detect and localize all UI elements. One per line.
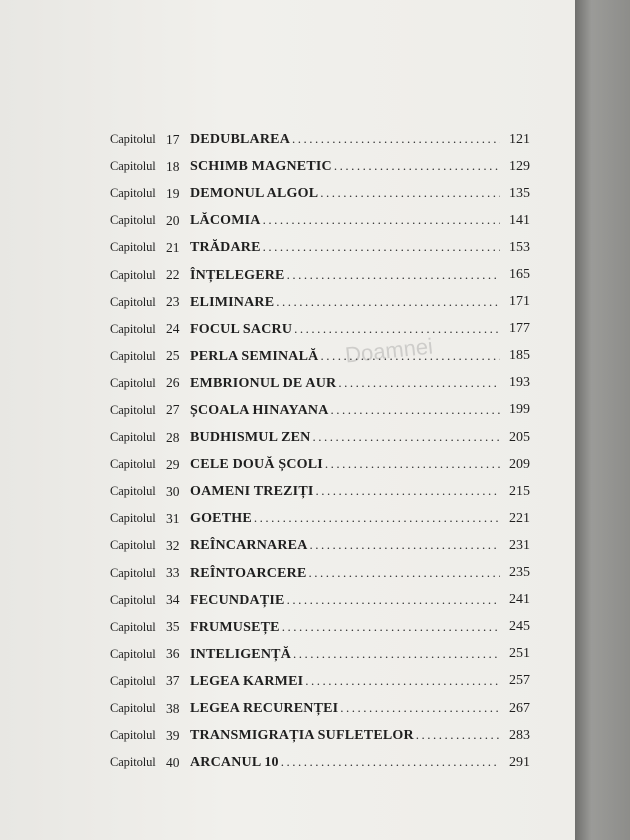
toc-entry (110, 316, 530, 343)
page-number: 283 (509, 727, 530, 743)
toc-entry (110, 478, 530, 505)
chapter-title: ELIMINARE (190, 294, 275, 310)
chapter-label: Capitolul (110, 267, 156, 282)
chapter-number: 20 (166, 212, 180, 228)
toc-entry (110, 614, 530, 641)
watermark: Doamnei (343, 333, 435, 368)
chapter-title-wrap (190, 537, 500, 554)
chapter-title: ȘCOALA HINAYANA (190, 402, 329, 418)
chapter-label: Capitolul (110, 565, 156, 580)
chapter-title: TRĂDARE (190, 240, 261, 256)
chapter-label: Capitolul (110, 159, 156, 174)
toc-entry (110, 722, 530, 749)
page-number: 141 (509, 212, 530, 228)
page-number: 135 (509, 185, 530, 201)
chapter-label: Capitolul (110, 348, 156, 363)
toc-entry (110, 234, 530, 261)
page-number: 121 (509, 131, 530, 147)
chapter-title-wrap (190, 619, 500, 636)
chapter-label: Capitolul (110, 646, 156, 661)
chapter-title-wrap (190, 294, 500, 311)
page-number: 291 (509, 754, 530, 770)
toc-entry (110, 126, 530, 153)
chapter-number: 27 (166, 402, 180, 418)
chapter-title-wrap (190, 239, 500, 256)
chapter-title-wrap (190, 727, 500, 744)
chapter-number: 29 (166, 456, 180, 472)
dot-leader (340, 700, 500, 716)
chapter-label: Capitolul (110, 592, 156, 607)
chapter-title: BUDHISMUL ZEN (190, 430, 311, 446)
dot-leader (320, 185, 500, 201)
chapter-label: Capitolul (110, 728, 156, 743)
toc-entry (110, 180, 530, 207)
chapter-title-wrap (190, 321, 500, 338)
dot-leader (282, 619, 500, 635)
chapter-title: ARCANUL 10 (190, 755, 279, 771)
page-number: 267 (509, 700, 530, 716)
chapter-label: Capitolul (110, 321, 156, 336)
toc-entry (110, 532, 530, 559)
chapter-number: 21 (166, 239, 180, 255)
chapter-number: 33 (166, 565, 180, 581)
toc-entry (110, 560, 530, 587)
chapter-number: 40 (166, 754, 180, 770)
chapter-label: Capitolul (110, 484, 156, 499)
dot-leader (338, 375, 500, 391)
chapter-title-wrap (190, 592, 500, 609)
chapter-title-wrap (190, 483, 500, 500)
chapter-title-wrap (190, 185, 500, 202)
toc-entry (110, 207, 530, 234)
dot-leader (276, 294, 500, 310)
dot-leader (310, 537, 500, 553)
chapter-number: 22 (166, 267, 180, 283)
chapter-title-wrap (190, 158, 500, 175)
toc-entry (110, 587, 530, 614)
dot-leader (287, 267, 500, 283)
chapter-title: OAMENI TREZIȚI (190, 484, 314, 500)
chapter-title-wrap (190, 700, 500, 717)
chapter-number: 39 (166, 727, 180, 743)
toc-entry (110, 749, 530, 776)
chapter-title: DEDUBLAREA (190, 132, 291, 148)
page-number: 257 (509, 673, 530, 689)
dot-leader (325, 456, 500, 472)
chapter-title: ÎNȚELEGERE (190, 267, 285, 283)
toc-entry (110, 397, 530, 424)
chapter-title: DEMONUL ALGOL (190, 186, 319, 202)
chapter-number: 38 (166, 700, 180, 716)
toc-entry (110, 668, 530, 695)
chapter-title-wrap (190, 267, 500, 284)
chapter-number: 19 (166, 185, 180, 201)
toc-entry (110, 343, 530, 370)
chapter-title: REÎNTOARCERE (190, 565, 307, 581)
chapter-number: 17 (166, 131, 180, 147)
chapter-title: GOETHE (190, 511, 252, 527)
dot-leader (254, 510, 500, 526)
chapter-title-wrap (190, 429, 500, 446)
toc-entry (110, 424, 530, 451)
dot-leader (334, 158, 500, 174)
chapter-number: 25 (166, 348, 180, 364)
dot-leader (294, 321, 500, 337)
dot-leader (292, 131, 500, 147)
chapter-title: LĂCOMIA (190, 213, 261, 229)
chapter-number: 36 (166, 646, 180, 662)
chapter-number: 24 (166, 321, 180, 337)
chapter-number: 18 (166, 158, 180, 174)
page-number: 215 (509, 483, 530, 499)
page-number: 205 (509, 429, 530, 445)
chapter-title: LEGEA KARMEI (190, 673, 304, 689)
chapter-number: 23 (166, 294, 180, 310)
page-edge-background (575, 0, 630, 840)
dot-leader (287, 592, 500, 608)
chapter-number: 28 (166, 429, 180, 445)
toc-entry (110, 370, 530, 397)
dot-leader (316, 483, 500, 499)
chapter-title-wrap (190, 212, 500, 229)
table-of-contents (110, 126, 530, 776)
chapter-title: TRANSMIGRAȚIA SUFLETELOR (190, 728, 414, 744)
chapter-label: Capitolul (110, 186, 156, 201)
dot-leader (309, 565, 501, 581)
chapter-number: 34 (166, 592, 180, 608)
chapter-label: Capitolul (110, 457, 156, 472)
page-number: 177 (509, 321, 530, 337)
chapter-title: EMBRIONUL DE AUR (190, 375, 337, 391)
chapter-title-wrap (190, 754, 500, 771)
dot-leader (331, 402, 500, 418)
chapter-number: 26 (166, 375, 180, 391)
chapter-title-wrap (190, 348, 500, 365)
toc-entry (110, 505, 530, 532)
chapter-label: Capitolul (110, 511, 156, 526)
chapter-label: Capitolul (110, 402, 156, 417)
toc-entry (110, 261, 530, 288)
chapter-label: Capitolul (110, 430, 156, 445)
chapter-label: Capitolul (110, 701, 156, 716)
chapter-title-wrap (190, 510, 500, 527)
chapter-title-wrap (190, 565, 500, 582)
page-number: 199 (509, 402, 530, 418)
chapter-title-wrap (190, 456, 500, 473)
chapter-title: PERLA SEMINALĂ (190, 348, 319, 364)
chapter-label: Capitolul (110, 538, 156, 553)
chapter-label: Capitolul (110, 294, 156, 309)
chapter-title-wrap (190, 646, 500, 663)
dot-leader (263, 212, 500, 228)
toc-entry (110, 153, 530, 180)
chapter-title: FRUMUSEȚE (190, 619, 280, 635)
chapter-title: INTELIGENȚĂ (190, 646, 292, 662)
toc-entry (110, 695, 530, 722)
page-number: 129 (509, 158, 530, 174)
chapter-title-wrap (190, 673, 500, 690)
dot-leader (293, 646, 500, 662)
page-number: 171 (509, 294, 530, 310)
chapter-label: Capitolul (110, 755, 156, 770)
page-number: 165 (509, 267, 530, 283)
chapter-label: Capitolul (110, 619, 156, 634)
chapter-title-wrap (190, 131, 500, 148)
chapter-label: Capitolul (110, 213, 156, 228)
chapter-title: REÎNCARNAREA (190, 538, 308, 554)
chapter-title: FOCUL SACRU (190, 321, 293, 337)
page-number: 153 (509, 239, 530, 255)
toc-entry (110, 451, 530, 478)
page-number: 231 (509, 537, 530, 553)
chapter-number: 31 (166, 510, 180, 526)
page-number: 245 (509, 619, 530, 635)
dot-leader (305, 673, 500, 689)
chapter-number: 35 (166, 619, 180, 635)
dot-leader (312, 429, 500, 445)
dot-leader (416, 727, 500, 743)
page-number: 209 (509, 456, 530, 472)
chapter-label: Capitolul (110, 240, 156, 255)
chapter-label: Capitolul (110, 132, 156, 147)
toc-entry (110, 289, 530, 316)
toc-entry (110, 641, 530, 668)
dot-leader (281, 754, 500, 770)
dot-leader (320, 348, 500, 364)
page-number: 221 (509, 510, 530, 526)
page-number: 193 (509, 375, 530, 391)
chapter-number: 30 (166, 483, 180, 499)
chapter-number: 37 (166, 673, 180, 689)
chapter-number: 32 (166, 537, 180, 553)
chapter-title: LEGEA RECURENȚEI (190, 701, 339, 717)
page-number: 235 (509, 565, 530, 581)
chapter-title-wrap (190, 375, 500, 392)
chapter-label: Capitolul (110, 375, 156, 390)
page-number: 241 (509, 592, 530, 608)
chapter-title: FECUNDAȚIE (190, 592, 285, 608)
dot-leader (263, 239, 500, 255)
chapter-title: CELE DOUĂ ȘCOLI (190, 457, 323, 473)
chapter-title-wrap (190, 402, 500, 419)
chapter-title: SCHIMB MAGNETIC (190, 159, 332, 175)
page-number: 251 (509, 646, 530, 662)
chapter-label: Capitolul (110, 673, 156, 688)
page-number: 185 (509, 348, 530, 364)
